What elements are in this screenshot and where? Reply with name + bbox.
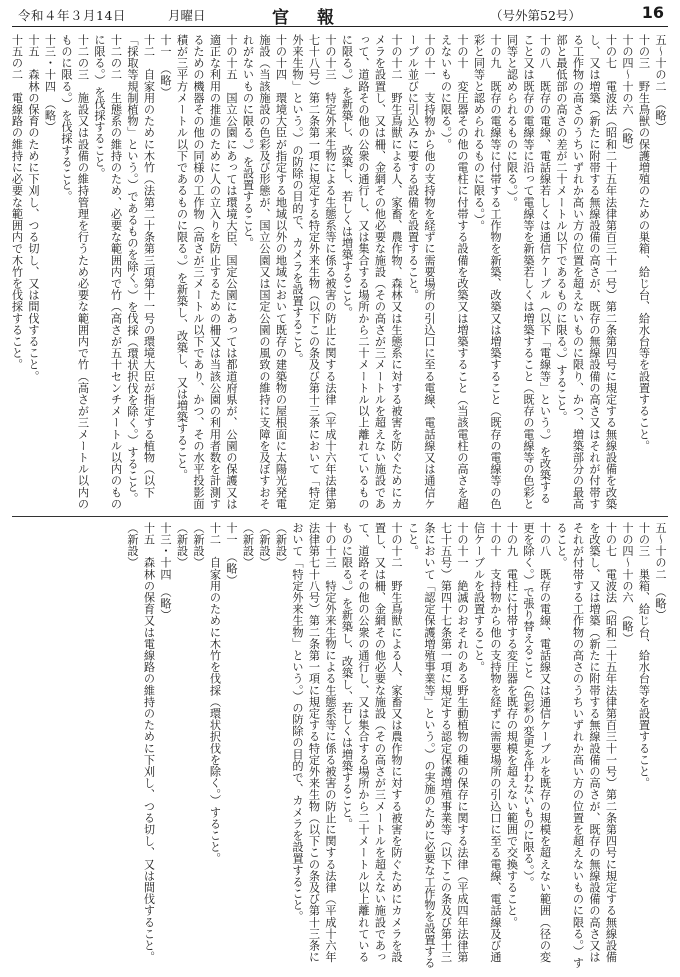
list-item: 十の七 電波法（昭和二十五年法律第百三十一号）第二条第四号に規定する無線設備を改築し、又は増築（新たに附帯する無線設備の高さが、既存の無線設備の高さ又はそれが付帯する工作物の高さのうちいずれか高い方の位置を超えないものに限り、かつ、増築部分の最高部と最低部の高さの差が二十メートル以下であるものに限る。）すること。 (555, 34, 618, 510)
list-item: 十の十一 絶滅のおそれのある野生動植物の種の保存に関する法律（平成四年法律第七十五号）第四十七条第一項に規定する認定保護増殖事業等（以下この条及び第十三条において「認定保護増殖事業等」という。）の実施のために必要な工作物を設置すること。 (406, 522, 469, 969)
list-item: 十の九 電柱に付帯する変圧器を既存の規模を超えない範囲で交換すること。 (505, 522, 519, 928)
list-item: 十の十二 野生鳥獣による人、家畜又は農作物に対する被害を防ぐためにカメラを設置し、又は柵、金網その他必要な施設（その高さが三メートルを超えない施設であって、道路その他の公衆の通行し、又は集合する場所から二十メートル以上離れているものに限る。）を新築し、改築し、若しくは増築すること。 (340, 522, 403, 963)
list-item: 十二の三 施設又は設備の維持管理を行うため必要な範囲内で竹（高さが三メートル以内のものに限る。）を伐採すること。 (60, 34, 90, 510)
list-item: 十の十 支持物から他の支持物を経ずに需要場所の引込口に至る電線、電話線及び通信ケーブルを設置すること。 (472, 522, 502, 963)
list-item: 十の十四 環境大臣が指定する地域以外の地域において既存の建築物の屋根面に太陽光発電施設（当該施設の色彩及び形態が、国立公園又は国定公園の風致の維持に支障を及ぼすおそれがないものに限る。）を設置すること。 (241, 34, 288, 510)
issue-date: 令和４年３月14日 (18, 8, 126, 23)
pane-divider (12, 516, 668, 517)
list-item: 十の八 既存の電線、電話線又は通信ケーブルを既存の規模を超えない範囲（径の変更を除く。）で張り替えること（色彩の変更を伴わないものに限る。）。 (522, 522, 552, 963)
list-item: 十の四〜十の六 （略） (621, 522, 634, 644)
list-item: （新設） (175, 522, 189, 569)
issue-weekday: 月曜日 (168, 8, 206, 23)
list-item: 十一 （略） (159, 34, 172, 98)
list-item: 十の七 電波法（昭和二十五年法律第百三十一号）第二条第四号に規定する無線設備を改築し、又は増築（新たに附帯する無線設備の高さが、既存の無線設備の高さ又はそれが付帯する工作物の高さのうちいずれか高い方の位置を超えないものに限る。）すること。 (555, 522, 618, 969)
list-item: 十一 （略） (225, 522, 238, 586)
list-item: （新設） (192, 522, 205, 569)
list-item: 十二 自家用のために木竹を伐採（環状択伐を除く。）すること。 (208, 522, 222, 865)
list-item: 十三・十四 （略） (43, 34, 57, 133)
list-item: 十の八 既存の電線、電話線若しくは通信ケーブル（以下「電線等」という。）を改築すること又は既存の電線等に沿って電線等を新築若しくは増築すること（既存の電線等の色彩と同等と認められるものに限る。）。 (505, 34, 552, 510)
page-header (12, 0, 668, 27)
list-item: 十の十 変圧器その他の電柱に付帯する設備を改築又は増築すること（当該電柱の高さを超えないものに限る。）。 (439, 34, 469, 510)
list-item: 十五 森林の保育のために下刈し、つる切し、又は間伐すること。 (27, 34, 40, 382)
list-item: 十の十三 特定外来生物による生態系等に係る被害の防止に関する法律（平成十六年法律第七十八号）第二条第一項に規定する特定外来生物（以下この条及び第十三条において「特定外来生物」という。）の防除の目的で、カメラを設置すること。 (291, 522, 337, 963)
issue-number: （号外第52号） (490, 8, 581, 23)
list-item: 十の十二 野生鳥獣による人、家畜、農作物、森林又は生態系に対する被害を防ぐためにカメラを設置し、又は柵、金網その他必要な施設（その高さが三メートルを超えない施設であって、道路その他の公衆の通行し、又は集合する場所から二十メートル以上離れているものに限る。）を新築し、改築し、若しくは増築すること。 (340, 34, 403, 510)
list-item: 十の四〜十の六 （略） (621, 34, 634, 156)
list-item: 十の十三 特定外来生物による生態系等に係る被害の防止に関する法律（平成十六年法律第七十八号）第二条第一項に規定する特定外来生物（以下この条及び第十三条において「特定外来生物」という。）の防除の目的で、カメラを設置すること。 (291, 34, 337, 510)
list-item: 十二の二 生態系の維持のため、必要な範囲内で竹（高さが五十センチメートル以内のものに限る。）を伐採すること。 (93, 34, 123, 510)
list-item: 十五の二 電線路の維持に必要な範囲内で木竹を伐採すること。 (10, 34, 24, 371)
gazette-title: 官報 (272, 8, 362, 28)
list-item: 十の三 野生鳥獣の保護増殖のための巣箱、給じ台、給水台等を設置すること。 (637, 34, 651, 452)
list-item: 十三・十四 （略） (159, 522, 172, 621)
list-item: 十五 森林の保育又は電線路の維持のために下刈し、つる切し、又は間伐すること。 (142, 522, 156, 963)
current-text-column (12, 522, 668, 970)
list-item: （新設） (258, 522, 271, 569)
list-item: 十二 自家用のために木竹（法第二十条第三項第十一号の環境大臣が指定する植物（以下「採取等規制植物」という。）であるものを除く。）を伐採（環状択伐を除く。）すること。 (126, 34, 156, 505)
page-number: 16 (641, 3, 664, 22)
list-item: （新設） (274, 522, 288, 569)
list-item: 十の九 既存の電線等に付帯する工作物を新築、改築又は増築すること（既存の電線等の色彩と同等と認められるものに限る。）。 (472, 34, 502, 510)
list-item: 十の十一 支持物から他の支持物を経ずに需要場所の引込口に至る電線、電話線又は通信ケーブル並びに引込みに要する設備を設置すること。 (406, 34, 436, 510)
list-item: （新設） (126, 522, 139, 569)
revised-text-column (12, 34, 668, 512)
list-item: 十の十五 国立公園にあっては環境大臣、国定公園にあっては都道府県が、公園の保護又は適正な利用の推進のために人の立入りを防止するための柵又は当該公園の利用者数を計測するための機器その他の同様の工作物（高さが三メートル以下であり、かつ、その水平投影面積が三平方メートル以下であるものに限る。）を新築し、改築し、又は増築すること。 (175, 34, 238, 510)
list-item: 五〜十の二 （略） (654, 34, 667, 133)
list-item: 五〜十の二 （略） (654, 522, 667, 621)
list-item: （新設） (241, 522, 255, 569)
list-item: 十の三 巣箱、給じ台、給水台等を設置すること。 (637, 522, 651, 789)
